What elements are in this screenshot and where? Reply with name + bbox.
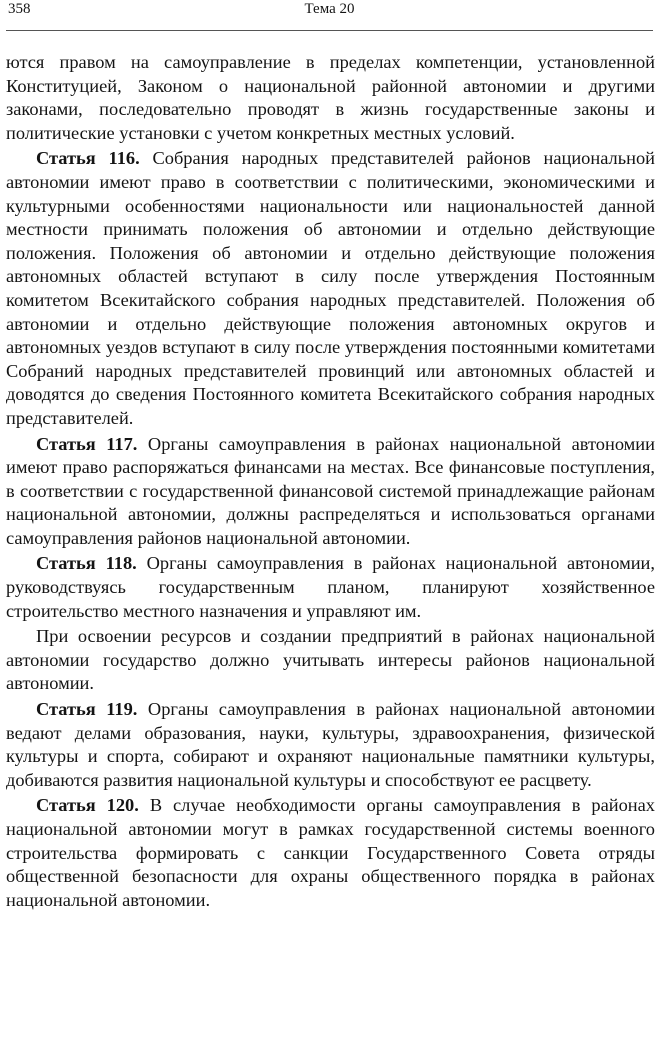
article-text: Органы самоуправления в районах национальной автономии ведают делами образования, науки, культуры, здравоохранения, физической культуры и спорта, собирают и охраняют национальные памятники культуры, добиваются развития национальной культуры и способствуют ее расцвету. [6, 699, 655, 790]
article-label: Статья 119. [36, 699, 138, 720]
running-title: Тема 20 [304, 1, 355, 17]
paragraph-text: При освоении ресурсов и создании предприятий в районах национальной автономии государство должно учитывать интересы районов национальной автономии. [6, 626, 655, 694]
article-text: Органы самоуправления в районах национальной автономии, руководствуясь государственным планом, планируют хозяйственное строительство местного назначения и управляют им. [6, 553, 655, 621]
running-head [6, 0, 653, 31]
article-label: Статья 120. [36, 795, 139, 816]
article-117 [6, 433, 655, 551]
article-label: Статья 118. [36, 553, 137, 574]
article-text: В случае необходимости органы самоуправления в районах национальной автономии могут в рамках государственной системы военного строительства формировать с санкции Государственного Совета отряды общественной безопасности для охраны общественного порядка в районах национальной автономии. [6, 795, 655, 910]
article-label: Статья 116. [36, 148, 140, 169]
paragraph-continuation [6, 51, 655, 145]
article-text: Собрания народных представителей районов национальной автономии имеют право в соответствии с политическими, экономическими и культурными особенностями национальности или национальностей данной местности принимать положения об автономии и отдельно действующие положения. Положения об автономии и отдельно действующие положения автономных областей вступают в силу после утверждения Постоянным комитетом Всекитайского собрания народных представителей. Положения об автономии и отдельно действующие положения автономных округов и автономных уездов вступают в силу после утверждения постоянными комитетами Собраний народных представителей провинций или автономных областей и доводятся до сведения Постоянного комитета Всекитайского собрания народных представителей. [6, 148, 655, 428]
page-number: 358 [8, 1, 31, 17]
paragraph-text: ются правом на самоуправление в пределах компетенции, установленной Конституцией, Законом о национальной районной автономии и другими законами, последовательно проводят в жизнь государственные законы и политические установки с учетом конкретных местных условий. [6, 52, 655, 143]
article-label: Статья 117. [36, 433, 138, 454]
article-text: Органы самоуправления в районах национальной автономии имеют право распоряжаться финансами на местах. Все финансовые поступления, в соответствии с государственной финансовой системой принадлежащие районам национальной автономии, должны распределяться и использоваться органами самоуправления районов национальной автономии. [6, 433, 655, 548]
article-118 [6, 552, 655, 623]
body-text [6, 51, 655, 912]
article-120 [6, 794, 655, 912]
article-119 [6, 698, 655, 792]
article-116 [6, 147, 655, 430]
article-118-part-2 [6, 625, 655, 696]
